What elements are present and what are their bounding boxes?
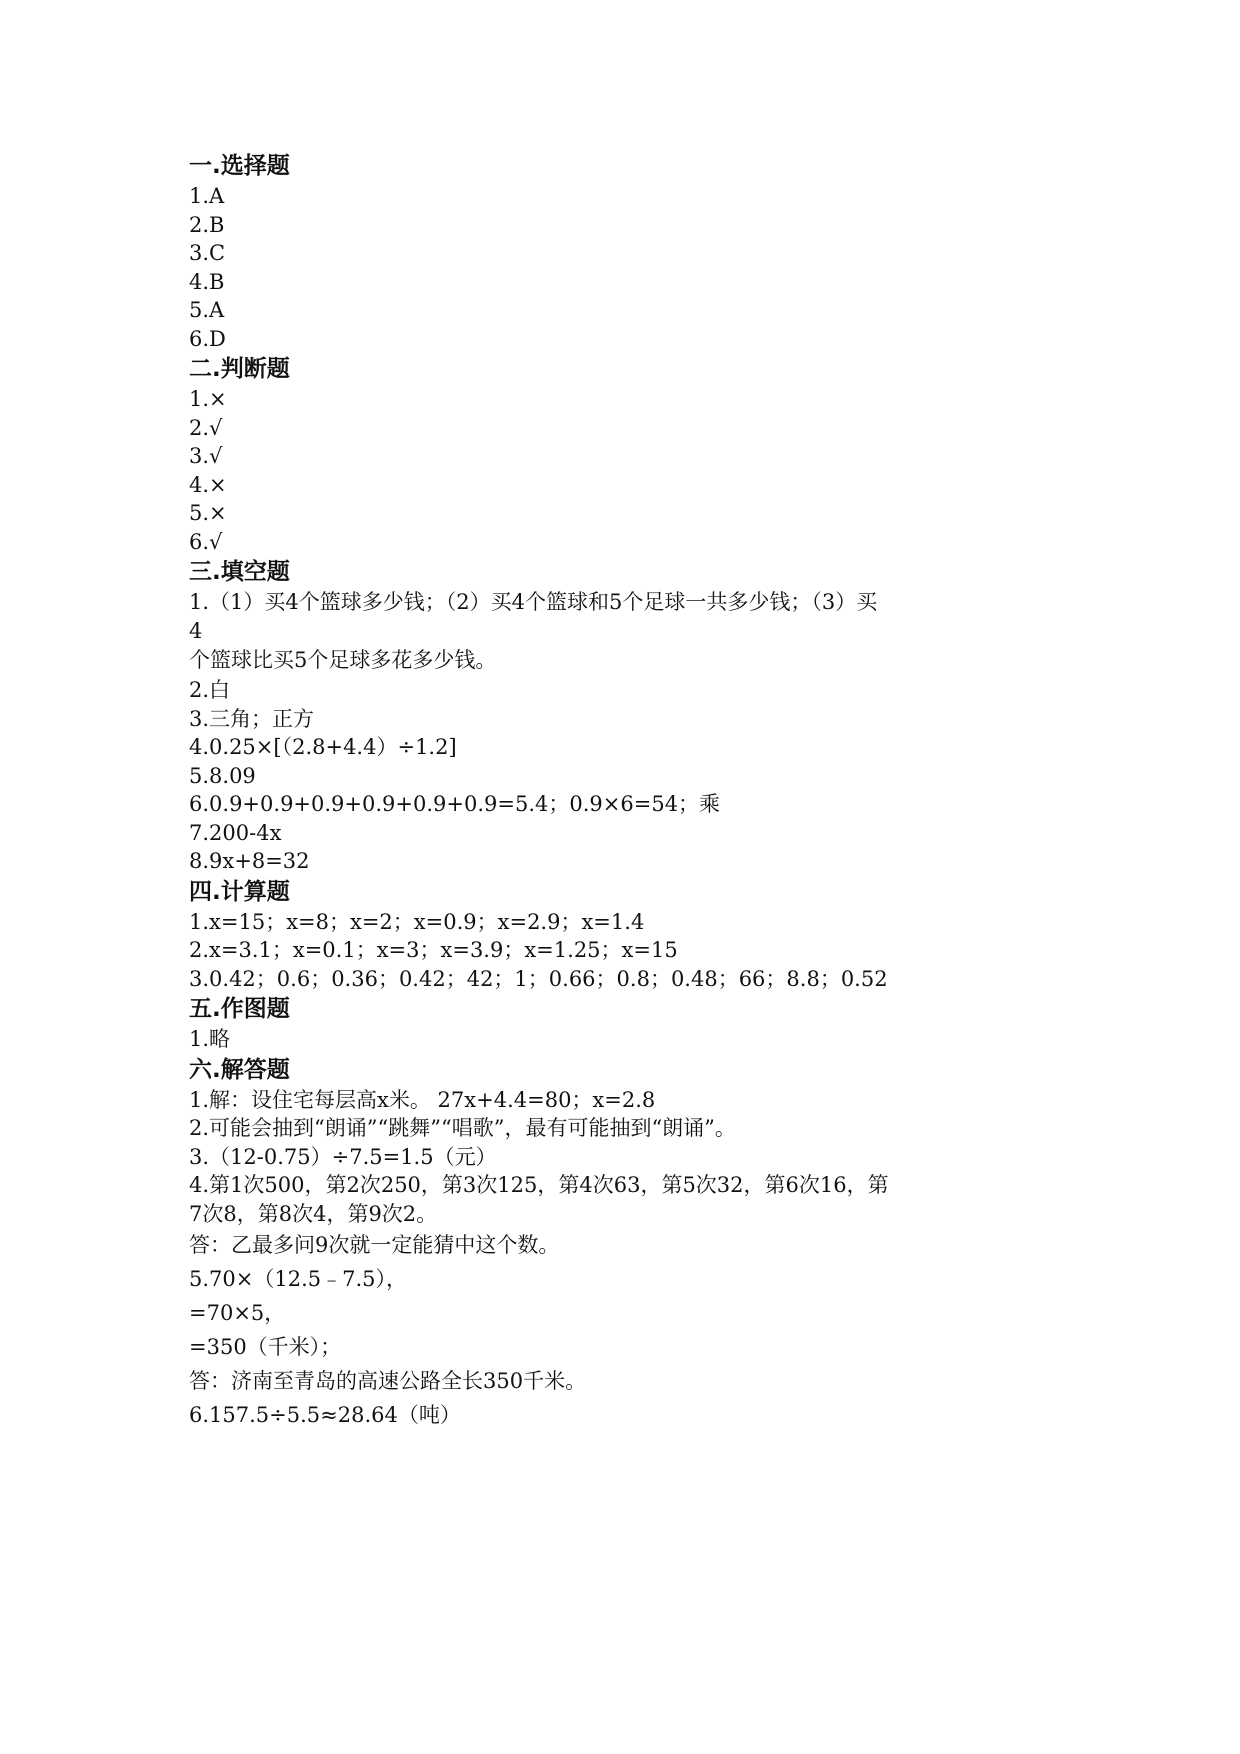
answer-line: 6.0.9+0.9+0.9+0.9+0.9+0.9=5.4；0.9×6=54；乘 [189, 792, 721, 816]
answer-line: 6.D [189, 326, 226, 351]
answer-line: 1.x=15；x=8；x=2；x=0.9；x=2.9；x=1.4 [189, 909, 645, 934]
section-multiple-choice [189, 150, 1069, 353]
answer-line: 4.× [189, 472, 227, 497]
answer-line: 8.9x+8=32 [189, 849, 310, 873]
section-true-false [189, 353, 1069, 556]
section-title: 五.作图题 [189, 996, 290, 1022]
answer-line: 1.A [189, 184, 225, 208]
answer-line: 5.× [189, 501, 227, 525]
answer-line: 7次8，第8次4，第9次2。 [189, 1201, 438, 1226]
section-calculation [189, 876, 1069, 994]
answer-line: 5.A [189, 298, 225, 322]
section-fill-in [189, 556, 1069, 876]
answer-line: 答：乙最多问9次就一定能猜中这个数。 [189, 1233, 560, 1257]
answer-line: 2.B [189, 212, 225, 237]
answer-line: 2.x=3.1；x=0.1；x=3；x=3.9；x=1.25；x=15 [189, 938, 678, 962]
answer-line: 6.157.5÷5.5≈28.64（吨） [189, 1403, 461, 1427]
section-title: 六.解答题 [189, 1056, 290, 1083]
answer-line: 3.（12-0.75）÷7.5=1.5（元） [189, 1144, 497, 1169]
section-title: 二.判断题 [189, 356, 290, 382]
answer-line: 7.200-4x [189, 820, 282, 845]
answer-line: 3.0.42；0.6；0.36；0.42；42；1；0.66；0.8；0.48；66；8.8；0.52 [189, 966, 888, 991]
answer-line: 1.略 [189, 1027, 231, 1051]
answer-line: 5.8.09 [189, 763, 256, 788]
answer-line: =350（千米）； [189, 1335, 342, 1359]
answer-sheet [189, 150, 1069, 1432]
answer-line: 5.70×（12.5﹣7.5）， [189, 1267, 408, 1291]
answer-line: 4.0.25×[（2.8+4.4）÷1.2] [189, 735, 457, 759]
answer-line: 3.C [189, 241, 226, 265]
answer-line: 1.解：设住宅每层高x米。 27x+4.4=80；x=2.8 [189, 1087, 656, 1112]
answer-line: 答：济南至青岛的高速公路全长350千米。 [189, 1369, 587, 1393]
section-title: 四.计算题 [189, 878, 290, 905]
answer-line: 6.√ [189, 529, 223, 554]
answer-line: 1.（1）买4个篮球多少钱；（2）买4个篮球和5个足球一共多少钱；（3）买 [189, 590, 878, 614]
section-title: 三.填空题 [189, 559, 290, 585]
answer-line: 1.× [189, 387, 227, 411]
answer-line: 3.√ [189, 444, 223, 468]
answer-line: =70×5， [189, 1301, 286, 1325]
answer-line: 3.三角；正方 [189, 706, 315, 731]
section-drawing [189, 993, 1069, 1054]
answer-line: 4 [189, 618, 203, 643]
answer-line: 个篮球比买5个足球多花多少钱。 [189, 648, 497, 672]
answer-line: 2.可能会抽到“朗诵”“跳舞”“唱歌”，最有可能抽到“朗诵”。 [189, 1116, 736, 1140]
section-title: 一.选择题 [189, 153, 290, 179]
answer-line: 2.白 [189, 678, 231, 702]
answer-line: 2.√ [189, 415, 223, 440]
section-word-problems [189, 1054, 1069, 1433]
answer-line: 4.第1次500，第2次250，第3次125，第4次63，第5次32，第6次16，第 [189, 1173, 889, 1197]
answer-line: 4.B [189, 269, 225, 294]
